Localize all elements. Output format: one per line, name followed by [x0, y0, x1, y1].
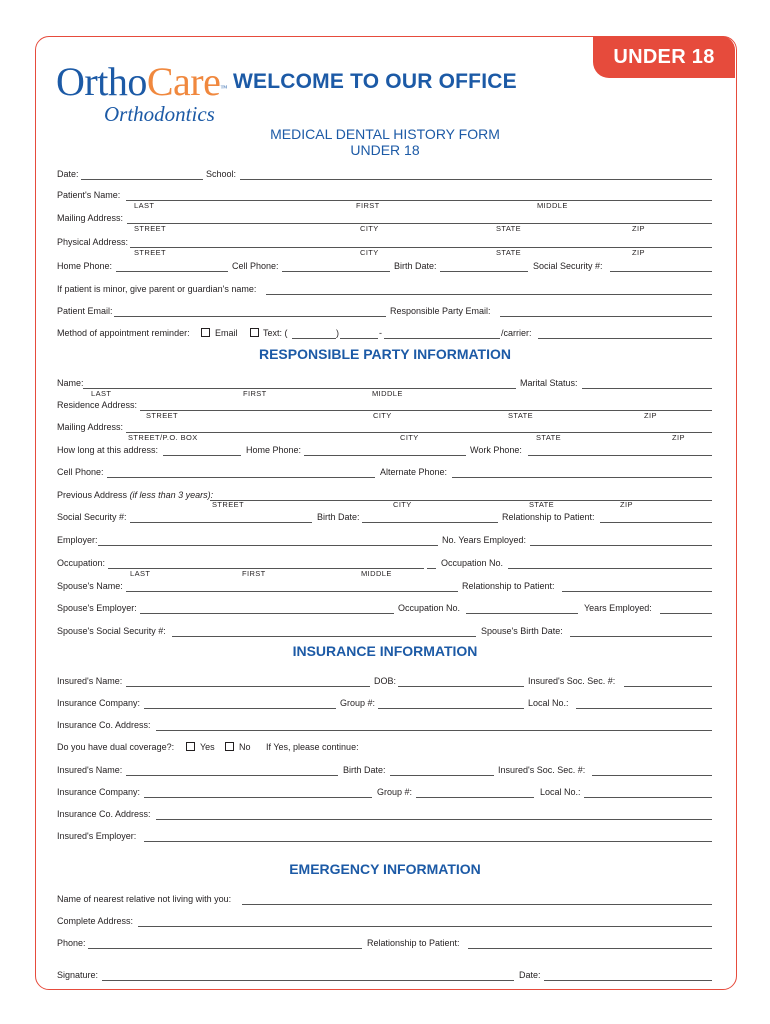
reminder-label: Method of appointment reminder:	[57, 328, 190, 338]
emergency-phone-label: Phone:	[57, 938, 86, 948]
ins-company-field[interactable]	[144, 708, 336, 709]
relative-label: Name of nearest relative not living with you:	[57, 894, 232, 904]
emergency-relationship-label: Relationship to Patient:	[367, 938, 460, 948]
spouse-occupation-field[interactable]	[466, 613, 578, 614]
local-field[interactable]	[576, 708, 712, 709]
rp-relationship-field[interactable]	[600, 522, 712, 523]
ins-address2-label: Insurance Co. Address:	[57, 809, 151, 819]
ssn-label: Social Security #:	[533, 261, 603, 271]
emergency-phone-field[interactable]	[88, 948, 362, 949]
insured-name2-field[interactable]	[126, 775, 338, 776]
rp-mailing-field[interactable]	[126, 432, 712, 433]
occupation-no-field[interactable]	[508, 568, 712, 569]
ins-company2-field[interactable]	[144, 797, 372, 798]
guardian-label: If patient is minor, give parent or guardian's name:	[57, 284, 257, 294]
residence-label: Residence Address:	[57, 400, 138, 410]
group-field[interactable]	[378, 708, 524, 709]
rp-birth-label: Birth Date:	[317, 512, 360, 522]
complete-address-label: Complete Address:	[57, 916, 134, 926]
local2-label: Local No.:	[540, 787, 581, 797]
phone-suffix-field[interactable]	[384, 338, 500, 339]
signature-date-field[interactable]	[544, 980, 712, 981]
physical-address-field[interactable]	[130, 247, 712, 248]
text-checkbox[interactable]	[250, 328, 259, 337]
spouse-relationship-field[interactable]	[562, 591, 712, 592]
school-field[interactable]	[240, 179, 712, 180]
carrier-field[interactable]	[538, 338, 712, 339]
insured-ssn2-label: Insured's Soc. Sec. #:	[498, 765, 586, 775]
patient-name-label: Patient's Name:	[57, 190, 121, 200]
physical-address-label: Physical Address:	[57, 237, 129, 247]
dob-field[interactable]	[398, 686, 524, 687]
area-code-field[interactable]	[292, 338, 336, 339]
insured-employer-label: Insured's Employer:	[57, 831, 137, 841]
relative-field[interactable]	[242, 904, 712, 905]
rp-mailing-label: Mailing Address:	[57, 422, 124, 432]
insurance-heading: INSURANCE INFORMATION	[292, 643, 478, 659]
spouse-name-label: Spouse's Name:	[57, 581, 123, 591]
dob-label: DOB:	[374, 676, 397, 686]
patient-name-field[interactable]	[126, 200, 712, 201]
insured-ssn2-field[interactable]	[592, 775, 712, 776]
residence-field[interactable]	[140, 410, 712, 411]
group2-field[interactable]	[416, 797, 534, 798]
ins-address-field[interactable]	[156, 730, 712, 731]
cell-phone-field[interactable]	[282, 271, 390, 272]
signature-field[interactable]	[102, 980, 514, 981]
spouse-employer-field[interactable]	[140, 613, 394, 614]
welcome-heading: WELCOME TO OUR OFFICE	[233, 70, 517, 93]
continue-note: If Yes, please continue:	[266, 742, 359, 752]
mailing-address-field[interactable]	[127, 223, 712, 224]
signature-date-label: Date:	[519, 970, 541, 980]
emergency-heading: EMERGENCY INFORMATION	[289, 861, 481, 877]
insured-ssn-label: Insured's Soc. Sec. #:	[528, 676, 616, 686]
dual-no-checkbox[interactable]	[225, 742, 234, 751]
email-checkbox[interactable]	[201, 328, 210, 337]
spouse-birth-field[interactable]	[570, 636, 712, 637]
birth-date-field[interactable]	[440, 271, 528, 272]
resp-email-label: Responsible Party Email:	[390, 306, 491, 316]
dual-coverage-label: Do you have dual coverage?:	[57, 742, 175, 752]
years-employed-field[interactable]	[530, 545, 712, 546]
spouse-employer-label: Spouse's Employer:	[57, 603, 137, 613]
occupation-label: Occupation:	[57, 558, 106, 568]
phone-prefix-field[interactable]	[340, 338, 378, 339]
ins-address-label: Insurance Co. Address:	[57, 720, 151, 730]
rp-ssn-field[interactable]	[130, 522, 312, 523]
how-long-label: How long at this address:	[57, 445, 159, 455]
home-phone-label: Home Phone:	[57, 261, 113, 271]
ins-company-label: Insurance Company:	[57, 698, 141, 708]
work-phone-label: Work Phone:	[470, 445, 522, 455]
how-long-field[interactable]	[163, 455, 241, 456]
rp-relationship-label: Relationship to Patient:	[502, 512, 595, 522]
employer-label: Employer:	[57, 535, 98, 545]
spouse-name-field[interactable]	[126, 591, 458, 592]
form-subtitle: UNDER 18	[350, 142, 420, 158]
insured-employer-field[interactable]	[144, 841, 712, 842]
insured-name-field[interactable]	[126, 686, 370, 687]
responsible-party-heading: RESPONSIBLE PARTY INFORMATION	[258, 346, 511, 362]
rp-ssn-label: Social Security #:	[57, 512, 127, 522]
form-title: MEDICAL DENTAL HISTORY FORM	[270, 126, 500, 142]
date-label: Date:	[57, 169, 79, 179]
dual-yes-checkbox[interactable]	[186, 742, 195, 751]
spouse-relationship-label: Relationship to Patient:	[462, 581, 555, 591]
rp-birth-field[interactable]	[362, 522, 498, 523]
alt-phone-label: Alternate Phone:	[380, 467, 448, 477]
birth-date-label: Birth Date:	[394, 261, 437, 271]
insured-ssn-field[interactable]	[624, 686, 712, 687]
resp-email-field[interactable]	[500, 316, 712, 317]
prev-address-field[interactable]	[210, 500, 712, 501]
years-emp-field[interactable]	[660, 613, 712, 614]
rp-name-field[interactable]	[83, 388, 516, 389]
spouse-birth-label: Spouse's Birth Date:	[481, 626, 563, 636]
rp-cell-label: Cell Phone:	[57, 467, 104, 477]
marital-field[interactable]	[582, 388, 712, 389]
mailing-address-label: Mailing Address:	[57, 213, 124, 223]
spouse-occupation-label: Occupation No.	[398, 603, 461, 613]
local-label: Local No.:	[528, 698, 569, 708]
under-18-badge: UNDER 18	[593, 36, 735, 78]
birth2-field[interactable]	[390, 775, 494, 776]
complete-address-field[interactable]	[138, 926, 712, 927]
birth2-label: Birth Date:	[343, 765, 386, 775]
insured-name2-label: Insured's Name:	[57, 765, 123, 775]
group-label: Group #:	[340, 698, 376, 708]
ins-company2-label: Insurance Company:	[57, 787, 141, 797]
spouse-ssn-label: Spouse's Social Security #:	[57, 626, 166, 636]
ins-address2-field[interactable]	[156, 819, 712, 820]
guardian-field[interactable]	[266, 294, 712, 295]
home-phone-field[interactable]	[116, 271, 228, 272]
rp-home-phone-label: Home Phone:	[246, 445, 302, 455]
years-employed-label: No. Years Employed:	[442, 535, 527, 545]
orthocare-logo: OrthoCare™ Orthodontics	[56, 59, 227, 126]
school-label: School:	[206, 169, 237, 179]
occupation-no-label: Occupation No.	[441, 558, 504, 568]
cell-phone-label: Cell Phone:	[232, 261, 279, 271]
local2-field[interactable]	[584, 797, 712, 798]
work-phone-field[interactable]	[528, 455, 712, 456]
alt-phone-field[interactable]	[452, 477, 712, 478]
signature-label: Signature:	[57, 970, 99, 980]
employer-field[interactable]	[98, 545, 438, 546]
patient-email-label: Patient Email:	[57, 306, 113, 316]
rp-cell-field[interactable]	[107, 477, 375, 478]
ssn-field[interactable]	[610, 271, 712, 272]
patient-email-field[interactable]	[114, 316, 386, 317]
marital-label: Marital Status:	[520, 378, 578, 388]
emergency-relationship-field[interactable]	[468, 948, 712, 949]
years-emp-label: Years Employed:	[584, 603, 652, 613]
prev-address-label: Previous Address (if less than 3 years):	[57, 490, 214, 500]
insured-name-label: Insured's Name:	[57, 676, 123, 686]
group2-label: Group #:	[377, 787, 413, 797]
spouse-ssn-field[interactable]	[172, 636, 476, 637]
rp-home-phone-field[interactable]	[304, 455, 466, 456]
date-field[interactable]	[81, 179, 203, 180]
rp-name-label: Name:	[57, 378, 84, 388]
